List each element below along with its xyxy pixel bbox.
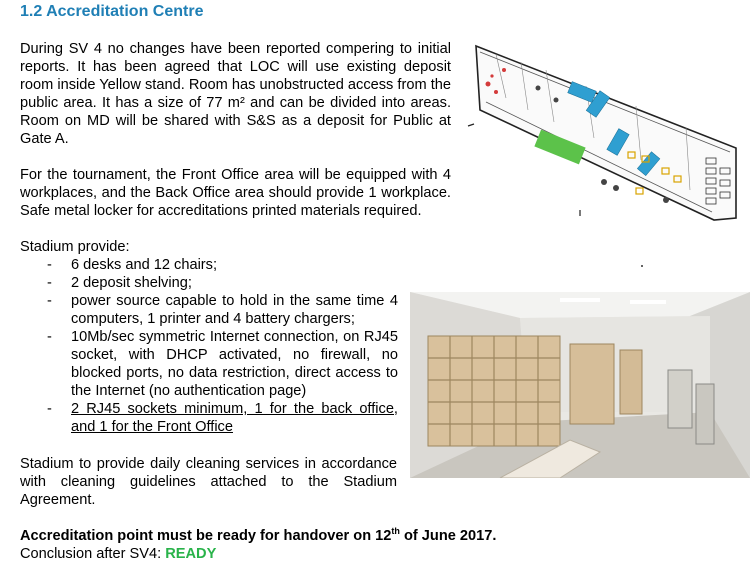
status-badge: READY xyxy=(165,546,217,562)
conclusion-line: Conclusion after SV4: READY xyxy=(20,546,217,562)
provisions-list xyxy=(20,256,398,436)
handover-statement: Accreditation point must be ready for handover on 12th of June 2017. xyxy=(20,526,497,544)
list-item: - 2 RJ45 sockets minimum, 1 for the back office, and 1 for the Front Office xyxy=(47,401,398,435)
paragraph-room-description: During SV 4 no changes have been reported compering to initial reports. It has been agreed that LOC will use existing deposit room inside Yellow stand. Room has unobstructed access from the public area. It has a size of 77 m² and can be divided into areas. Room on MD will be shared with S&S as a deposit for Public at Gate A. xyxy=(20,41,451,147)
list-item: - 6 desks and 12 chairs; xyxy=(47,257,218,273)
room-photo xyxy=(410,292,750,478)
stadium-provide-label: Stadium provide: xyxy=(20,239,130,255)
paragraph-office-equipment: For the tournament, the Front Office area will be equipped with 4 workplaces, and the Back Office area should provide 1 workplace. Safe metal locker for accreditations printed materials required. xyxy=(20,167,451,219)
paragraph-cleaning: Stadium to provide daily cleaning services in accordance with cleaning guidelines attached to the Stadium Agreement. xyxy=(20,456,397,508)
list-item: - 2 deposit shelving; xyxy=(47,275,192,291)
list-item: - 10Mb/sec symmetric Internet connection, on RJ45 socket, with DHCP activated, no firewall, no blocked ports, no data restriction, direct access to the Internet (no authentication page) xyxy=(47,329,398,399)
list-item: - power source capable to hold in the same time 4 computers, 1 printer and 4 battery chargers; xyxy=(47,293,398,327)
floor-plan-image xyxy=(466,40,751,272)
section-heading: 1.2 Accreditation Centre xyxy=(20,3,204,20)
